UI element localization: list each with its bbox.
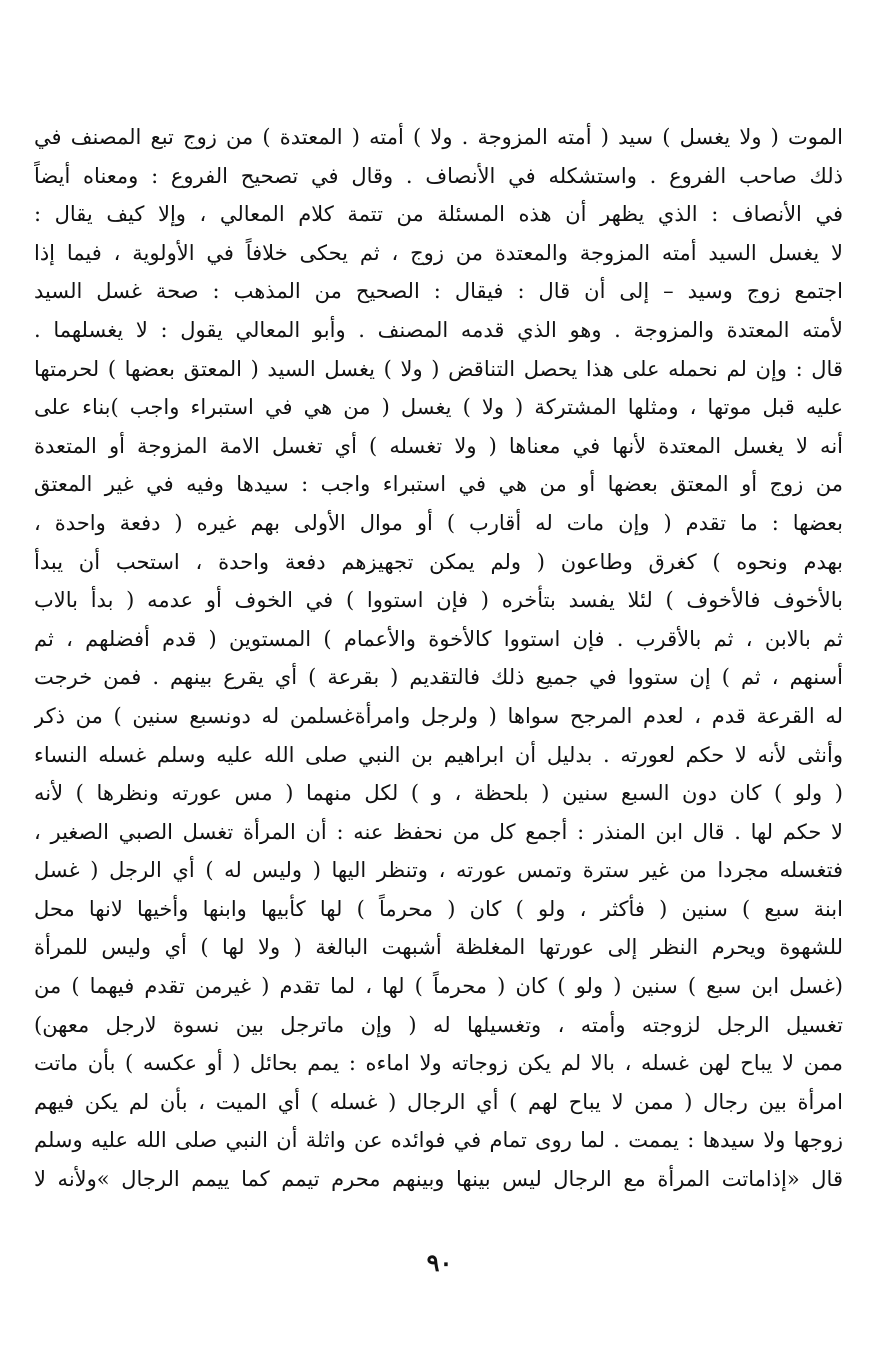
text-line: ( ولو ) كان دون السبع سنين ( بلحظة ، و ) لكل منهما ( مس عورته ونظرها ) لأنه (34, 781, 843, 806)
text-line: لا حكم لها . قال ابن المنذر : أجمع كل من نحفظ عنه : أن المرأة تغسل الصبي الصغير ، (34, 819, 843, 844)
text-line: ثم بالابن ، ثم بالأقرب . فإن استووا كالأخوة والأعمام ) المستوين ( قدم أفضلهم ، ثم (34, 626, 843, 651)
text-line: ذلك صاحب الفروع . واستشكله في الأنصاف . وقال في تصحيح الفروع : ومعناه أيضاً (34, 163, 843, 188)
text-line: بالأخوف فالأخوف ) لئلا يفسد بتأخره ( فإن استووا ) في الخوف أو عدمه ( بدأ بالاب (34, 588, 843, 613)
text-line: عليه قبل موتها ، ومثلها المشتركة ( ولا ) يغسل ( من هي في استبراء واجب )بناء على (34, 395, 843, 420)
text-line: (غسل ابن سبع ) سنين ( ولو ) كان ( محرماً ) لها ، لما تقدم ( غيرمن تقدم فيهما ) من (34, 974, 843, 999)
text-line: ابنة سبع ) سنين ( فأكثر ، ولو ) كان ( محرماً ) لها كأبيها وابنها وأخيها لانها محل (34, 896, 843, 921)
text-line: بعضها : ما تقدم ( وإن مات له أقارب ) أو موال الأولى بهم غيره ( دفعة واحدة ، (34, 510, 843, 535)
text-line: امرأة بين رجال ( ممن لا يباح لهم ) أي الرجال ( غسله ) أي الميت ، بأن لم يكن فيهم (34, 1089, 843, 1114)
text-line: له القرعة قدم ، لعدم المرجح سواها ( ولرجل وامرأةغسلمن له دونسبع سنين ) من ذكر (34, 703, 843, 728)
text-line: قال : وإن لم نحمله على هذا يحصل التناقض ( ولا ) يغسل السيد ( المعتق بعضها ) لحرمتها (34, 356, 843, 381)
text-line: وأنثى لأنه لا حكم لعورته . بدليل أن ابراهيم بن النبي صلى الله عليه وسلم غسله النساء (34, 742, 843, 767)
text-line: من زوج أو المعتق بعضها أو من هي في استبراء واجب : سيدها وفيه في غير المعتق (34, 472, 843, 497)
text-line: قال «إذاماتت المرأة مع الرجال ليس بينها وبينهم محرم تيمم كما ييمم الرجال »ولأنه لا (34, 1167, 843, 1192)
body-text (34, 118, 843, 1199)
text-line: ممن لا يباح لهن غسله ، بالا لم يكن زوجاته ولا اماءه : يمم بحائل ( أو عكسه ) بأن ماتت (34, 1051, 843, 1076)
text-line: لأمته المعتدة والمزوجة . وهو الذي قدمه المصنف . وأبو المعالي يقول : لا يغسلهما . (34, 317, 843, 342)
text-line: بهدم ونحوه ) كغرق وطاعون ( ولم يمكن تجهيزهم دفعة واحدة ، استحب أن يبدأ (34, 549, 843, 574)
text-line: أسنهم ، ثم ) إن ستووا في جميع ذلك فالتقديم ( بقرعة ) أي يقرع بينهم . فمن خرجت (34, 665, 843, 690)
text-line: أنه لا يغسل المعتدة لأنها في معناها ( ولا تغسله ) أي تغسل الامة المزوجة أو المتعدة (34, 433, 843, 458)
text-line: زوجها ولا سيدها : يممت . لما روى تمام في فوائده عن واثلة أن النبي صلى الله عليه وسلم (34, 1128, 843, 1153)
text-line: فتغسله مجردا من غير سترة وتمس عورته ، وتنظر اليها ( وليس له ) أي الرجل ( غسل (34, 858, 843, 883)
text-line: للشهوة ويحرم النظر إلى عورتها المغلظة أشبهت البالغة ( ولا لها ) أي وليس للمرأة (34, 935, 843, 960)
text-line: في الأنصاف : الذي يظهر أن هذه المسئلة من تتمة كلام المعالي ، وإلا كيف يقال : (34, 202, 843, 227)
text-line: الموت ( ولا يغسل ) سيد ( أمته المزوجة . ولا ) أمته ( المعتدة ) من زوج تبع المصنف في (34, 125, 843, 149)
text-line: تغسيل الرجل لزوجته وأمته ، وتغسيلها له ( وإن ماترجل بين نسوة لارجل معهن) (34, 1012, 843, 1037)
page-number: ٩٠ (426, 1248, 453, 1277)
text-line: اجتمع زوج وسيد – إلى أن قال : فيقال : الصحيح من المذهب : صحة غسل السيد (34, 279, 843, 304)
text-line: لا يغسل السيد أمته المزوجة والمعتدة من زوج ، ثم يحكى خلافاً في الأولوية ، فيما إذا (34, 240, 843, 265)
